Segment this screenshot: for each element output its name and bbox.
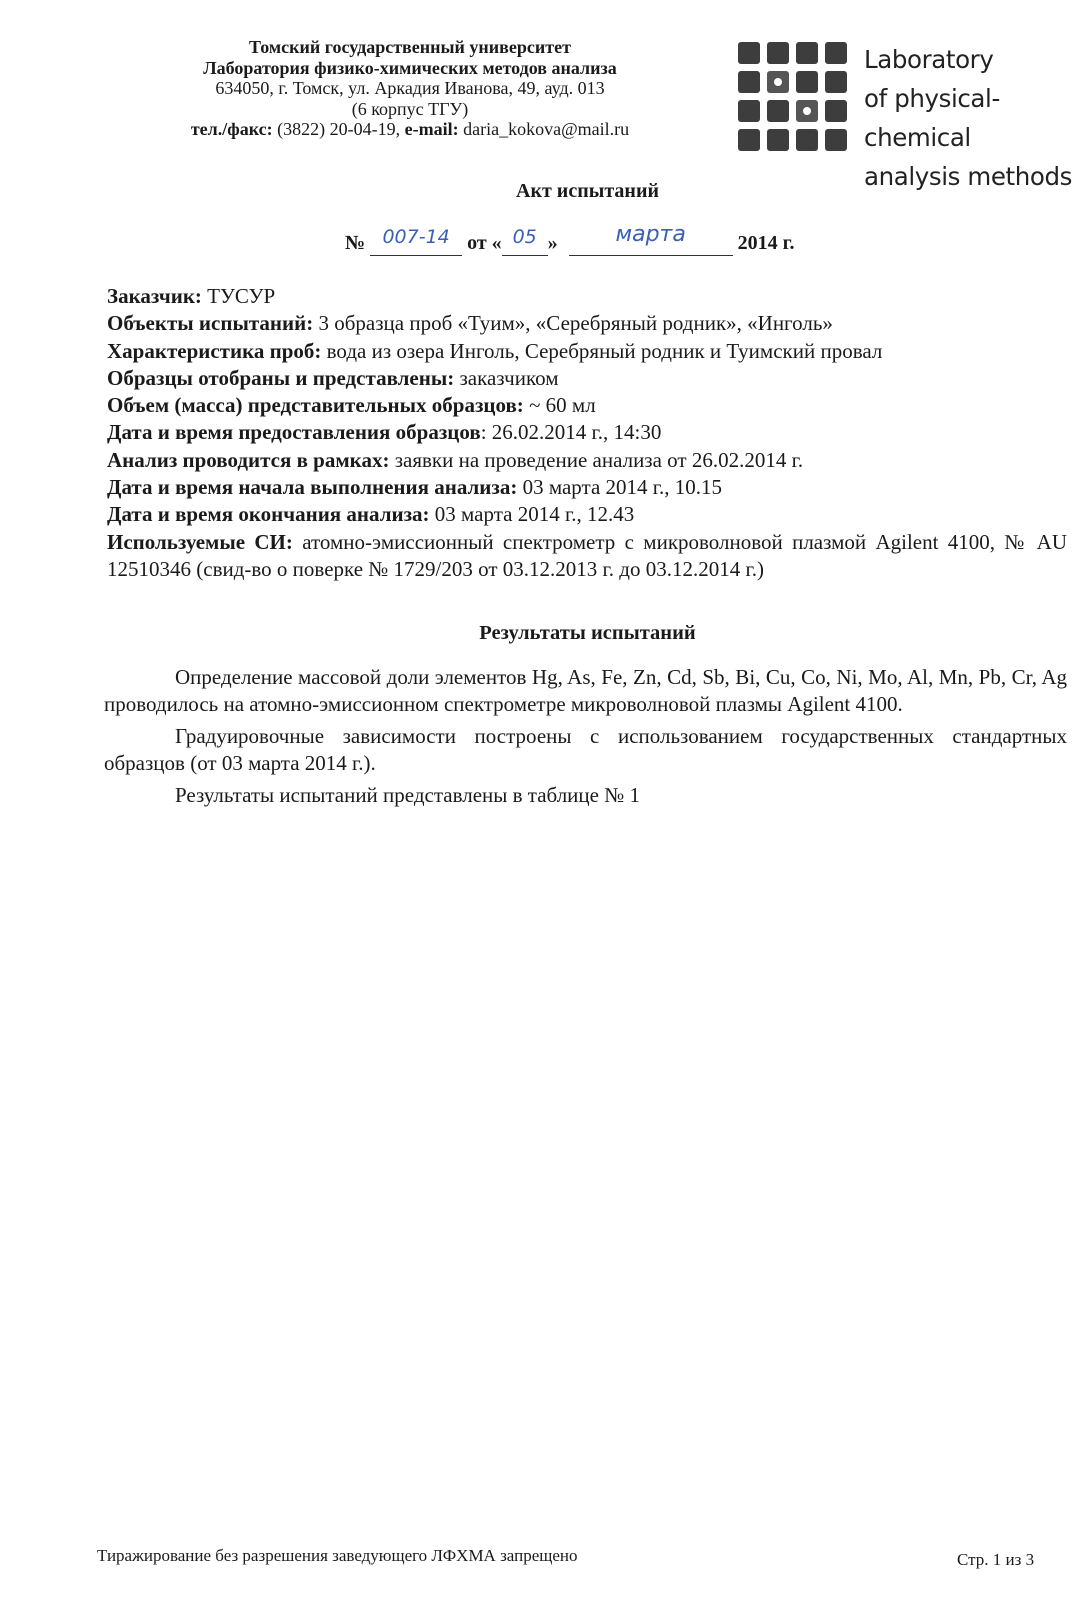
- provided-row: [107, 419, 1067, 446]
- logo-text: [864, 40, 1086, 196]
- characteristics-value: вода из озера Инголь, Серебряный родник и Туимский провал: [326, 338, 883, 363]
- organization-header: [110, 37, 710, 140]
- start-label: Дата и время начала выполнения анализа:: [107, 475, 518, 500]
- instruments-value: атомно-эмиссионный спектрометр с микроволновой плазмой Agilent 4100, № AU 12510346 (свид-во о поверке № 1729/203 от 03.12.2013 г. до 03.12.2014 г.): [107, 529, 1068, 581]
- email-label: e-mail:: [404, 119, 459, 139]
- logo-line: analysis methods: [864, 162, 1072, 191]
- footer-notice: Тиражирование без разрешения заведующего ЛФХМА запрещено: [97, 1546, 578, 1565]
- laboratory-name: Лаборатория физико-химических методов анализа: [203, 57, 617, 78]
- day-close-quote: »: [547, 232, 558, 254]
- number-sign: №: [345, 232, 366, 254]
- phone: (3822) 20-04-19,: [277, 119, 401, 139]
- grid-logo-icon: [738, 42, 848, 152]
- document-title: Акт испытаний: [516, 180, 659, 202]
- characteristics-row: [107, 338, 1067, 365]
- characteristics-label: Характеристика проб:: [107, 338, 322, 363]
- start-row: [107, 474, 1067, 501]
- info-block: [107, 283, 1067, 583]
- results-title: Результаты испытаний: [479, 622, 696, 644]
- end-row: [107, 501, 1067, 528]
- customer-label: Заказчик:: [107, 284, 202, 308]
- day-field: [502, 226, 548, 256]
- contacts: [110, 119, 710, 140]
- sampled-row: [107, 365, 1067, 392]
- framework-label: Анализ проводится в рамках:: [107, 447, 390, 472]
- address: 634050, г. Томск, ул. Аркадия Иванова, 49, ауд. 013: [215, 78, 605, 98]
- framework-value: заявки на проведение анализа от 26.02.2014 г.: [394, 447, 804, 472]
- provided-value: : 26.02.2014 г., 14:30: [480, 420, 662, 445]
- page-number: Стр. 1 из 3: [957, 1550, 1035, 1569]
- building: (6 корпус ТГУ): [351, 98, 469, 119]
- act-number: 007-14: [382, 226, 450, 248]
- provided-label: Дата и время предоставления образцов: [107, 420, 481, 445]
- from-label: от «: [467, 232, 502, 254]
- act-number-line: [345, 222, 795, 256]
- email: daria_kokova@mail.ru: [463, 119, 630, 139]
- act-year: 2014 г.: [737, 232, 795, 254]
- volume-label: Объем (масса) представительных образцов:: [107, 393, 524, 418]
- act-day: 05: [512, 226, 537, 248]
- objects-label: Объекты испытаний:: [107, 311, 314, 336]
- logo-line: Laboratory: [864, 45, 994, 74]
- objects-row: [107, 310, 1067, 337]
- results-text: [104, 664, 1067, 815]
- sampled-label: Образцы отобраны и представлены:: [107, 365, 455, 390]
- start-value: 03 марта 2014 г., 10.15: [522, 475, 723, 500]
- month-field: [569, 222, 733, 256]
- volume-row: [107, 392, 1067, 419]
- logo-line: of physical-chemical: [864, 84, 1000, 152]
- university-name: Томский государственный университет: [249, 37, 571, 57]
- customer-value: ТУСУР: [207, 284, 276, 308]
- phone-label: тел./факс:: [190, 119, 273, 139]
- objects-value: 3 образца проб «Туим», «Серебряный родник», «Инголь»: [318, 311, 833, 336]
- act-number-field: [370, 226, 462, 256]
- results-paragraph: Результаты испытаний представлены в таблице № 1: [175, 783, 641, 807]
- instruments-row: [107, 529, 1067, 584]
- end-label: Дата и время окончания анализа:: [107, 502, 430, 527]
- volume-value: ~ 60 мл: [529, 393, 596, 418]
- sampled-value: заказчиком: [459, 365, 559, 390]
- end-value: 03 марта 2014 г., 12.43: [434, 502, 635, 527]
- framework-row: [107, 447, 1067, 474]
- results-paragraph: Определение массовой доли элементов Hg, As, Fe, Zn, Cd, Sb, Bi, Cu, Co, Ni, Mo, Al, Mn, Pb, Cr, Ag проводилось на атомно-эмиссионном спектрометре микроволновой плазмы Agilent 4100.: [104, 665, 1067, 716]
- instruments-label: Используемые СИ:: [107, 529, 293, 554]
- customer-row: [107, 283, 1067, 310]
- act-month: марта: [615, 222, 686, 247]
- results-paragraph: Градуировочные зависимости построены с использованием государственных стандартных образцов (от 03 марта 2014 г.).: [104, 724, 1067, 775]
